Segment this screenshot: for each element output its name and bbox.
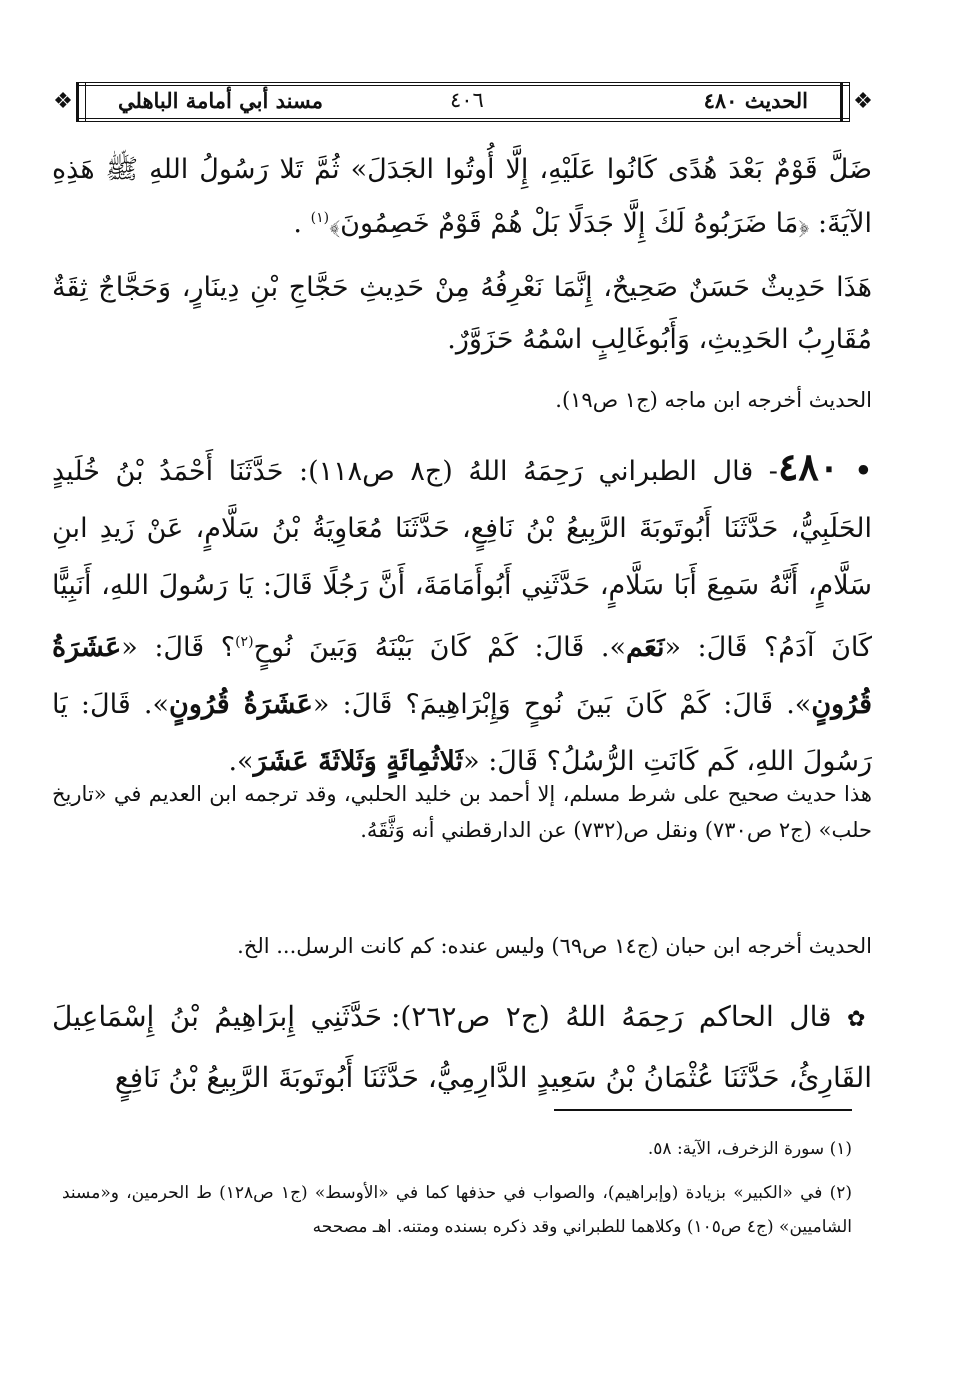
footnote-1: (١) سورة الزخرف، الآية: ٥٨. xyxy=(647,1139,852,1159)
page-number: ٤٠٦ xyxy=(450,88,484,112)
ornament-right-icon: ❖ xyxy=(853,89,873,114)
footnote-separator xyxy=(554,1109,852,1111)
paragraph-grading: هَذَا حَدِيثٌ حَسَنٌ صَحِيحٌ، إِنَّمَا نَعْرِفُهُ مِنْ حَدِيثِ حَجَّاجِ بْنِ دِينَارٍ، وَحَجَّاجٌ ثِقَةٌ مُقَارِبُ الحَدِيثِ، وَأَبُوغَالِبٍ اسْمُهُ حَزَوَّرٌ. xyxy=(52,272,872,355)
hadith-text-c: ؟ قَالَ: « xyxy=(121,632,236,663)
paragraph-text: ضَلَّ قَوْمٌ بَعْدَ هُدًى كَانُوا عَلَيْهِ، إِلَّا أُوتُوا الجَدَلَ» ثُمَّ تَلا رَسُولُ اللهِ ﷺ هَذِهِ الآيَةَ: ﴿مَا ضَرَبُوهُ لَكَ إِلَّا جَدَلًا بَلْ هُمْ قَوْمٌ خَصِمُونَ﴾ xyxy=(52,154,872,239)
header-hadith-number: الحديث ٤٨٠ xyxy=(703,88,808,113)
header-book-title: مسند أبي أمامة الباهلي xyxy=(118,88,323,113)
hadith-480 xyxy=(52,438,872,790)
hakim-text: رَحِمَهُ اللهُ (ج٢ ص٢٦٢): حَدَّثَنِي إِبرَاهِيمُ بْنُ إِسْمَاعِيلَ القَارِئُ، حَدَّثَنَا عُثْمَانُ بْنُ سَعِيدٍ الدَّارِمِيُّ، حَدَّثَنَا أَبُوتَوبَةَ الرَّبِيعُ بْنُ نَافِعٍ xyxy=(52,1000,872,1094)
prophet-answer-2: عَشَرَةُ قُرُونٍ xyxy=(52,632,872,720)
prophet-answer-3: عَشَرَةُ قُرُونٍ xyxy=(168,689,313,720)
flower-bullet-icon: ✿ xyxy=(847,1007,873,1032)
footnotes xyxy=(62,1132,852,1254)
footnote-2: (٢) في «الكبير» بزيادة (وإبراهيم)، والصواب في حذفها كما في «الأوسط» (ج١ ص١٢٨) ط الحرمين، و«مسند الشاميين» (ج٤ ص١٠٥) وكلاهما للطبراني وقد ذكره بسنده ومتنه. اهـ مصححه xyxy=(62,1183,853,1237)
paragraph-authentication: هذا حديث صحيح على شرط مسلم، إلا أحمد بن خليد الحلبي، وقد ترجمه ابن العديم في «تاريخ حلب» (ج٢ ص٧٣٠) ونقل ص(٧٣٢) عن الدارقطني أنه وَثَّقَهُ. xyxy=(52,782,872,842)
prophet-answer-4: ثَلاثُمِائَةٍ وَثَلاثَةَ عَشَرَ xyxy=(253,746,464,777)
hadith-text-a: - قال الطبراني رَحِمَهُ اللهُ (ج٨ ص١١٨): حَدَّثَنَا أَحْمَدُ بْنُ خُلَيدٍ الحَلَبِيُّ، حَدَّثَنَا أَبُوتَوبَةَ الرَّبِيعُ بْنُ نَافِعٍ، حَدَّثَنَا مُعَاوِيَةُ بْنُ سَلَّامٍ، عَنْ زَيدِ ابنِ سَلَّامٍ، أَنَّهُ سَمِعَ أَبَا سَلَّامٍ، حَدَّثَنِي أَبُوأَمَامَةَ، أَنَّ رَجُلًا قَالَ: يَا رَسُولَ اللهِ، أَنَبِيًّا كَانَ آدَمُ؟ قَالَ: « xyxy=(52,456,872,663)
hadith-text-e: ». قَالَ: يَا رَسُولَ اللهِ، كَم كَانَتِ الرُّسُلُ؟ قَالَ: « xyxy=(52,689,872,777)
paragraph-hakim xyxy=(52,988,872,1107)
hadith-text-d: ». قَالَ: كَمْ كَانَ بَينَ نُوحٍ وَإِبْرَاهِيمَ؟ قَالَ: « xyxy=(312,689,812,720)
running-header xyxy=(50,78,876,126)
hadith-text-b: ». قَالَ: كَمْ كَانَ بَيْنَهُ وَبَينَ نُوحٍ xyxy=(253,632,626,663)
footnote-ref-1: (١) xyxy=(310,210,330,226)
footnote-ref-2: (٢) xyxy=(235,634,254,650)
hadith-number: ٤٨٠ xyxy=(777,444,840,489)
hadith-text-f: ». xyxy=(228,746,254,777)
paragraph-quran-verse: ضَلَّ قَوْمٌ بَعْدَ هُدًى كَانُوا عَلَيْهِ، إِلَّا أُوتُوا الجَدَلَ» ثُمَّ تَلا رَسُولُ اللهِ ﷺ هَذِهِ الآيَةَ: ﴿مَا ضَرَبُوهُ لَكَ إِلَّا جَدَلًا بَلْ هُمْ قَوْمٌ خَصِمُونَ﴾$^{(١)}$ . xyxy=(52,154,872,239)
paragraph-takhrij-2: الحديث أخرجه ابن حبان (ج١٤ ص٦٩) وليس عنده: كم كانت الرسل... الخ. xyxy=(237,934,872,958)
ornament-left-icon: ❖ xyxy=(53,89,73,114)
paragraph-takhrij-1: الحديث أخرجه ابن ماجه (ج١ ص١٩). xyxy=(555,388,872,412)
hakim-lead: قال الحاكم xyxy=(698,1000,832,1033)
prophet-answer-1: نَعَم xyxy=(625,632,665,663)
bullet-dot-icon: • xyxy=(854,456,873,487)
